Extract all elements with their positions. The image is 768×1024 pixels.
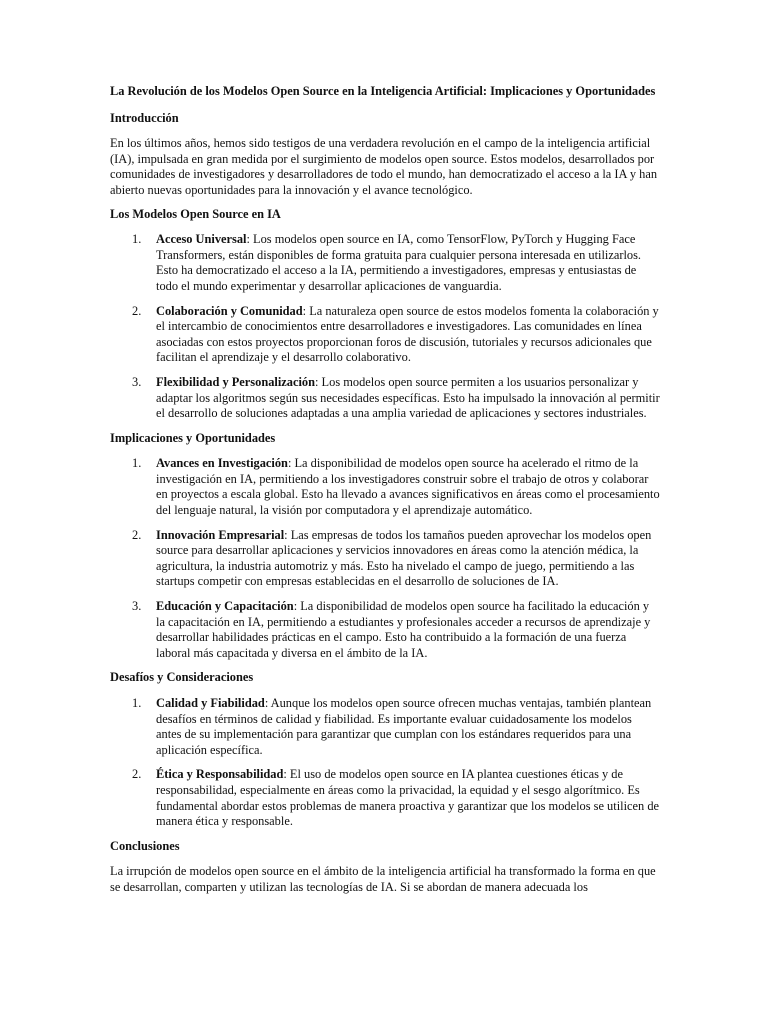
list-item-term: Acceso Universal — [156, 232, 247, 247]
list-item-text: : La disponibilidad de modelos open source ha facilitado la educación y la capacitación en IA, permitiendo a estudiantes y profesionales acceder a recursos de aprendizaje y desarrollar habilidades prácticas en el campo. Esto ha contribuido a la formación de una fuerza laboral más capacitada y diversa en el ámbito de la IA. — [156, 599, 651, 660]
list-number: 3. — [132, 374, 142, 389]
section-heading-conclusions: Conclusiones — [110, 838, 180, 853]
document-page — [110, 84, 660, 904]
list-item — [110, 767, 660, 829]
section-heading-introduction: Introducción — [110, 110, 179, 125]
document-title: La Revolución de los Modelos Open Source en la Inteligencia Artificial: Implicaciones y Oportunidades — [110, 84, 656, 98]
list-item-term: Ética y Responsabilidad — [156, 767, 284, 782]
list-item — [110, 375, 660, 422]
list-number: 3. — [132, 599, 142, 614]
list-item-term: Calidad y Fiabilidad — [156, 696, 265, 710]
list-number: 1. — [132, 696, 142, 710]
challenges-list — [110, 696, 660, 830]
list-item-text: : Las empresas de todos los tamaños pueden aprovechar los modelos open source para desarrollar aplicaciones y servicios innovadores en áreas como la atención médica, la agricultura, la industria automotriz y más. Esto ha nivelado el campo de juego, permitiendo a las startups competir con empresas establecidas en el desarrollo de soluciones de IA. — [156, 527, 652, 589]
list-item-text: : Los modelos open source en IA, como TensorFlow, PyTorch y Hugging Face Transformers, están disponibles de forma gratuita para cualquier persona interesada en utilizarlos. Esto ha democratizado el acceso a la IA, permitiendo a investigadores, empresas y entusiastas de todo el mundo experimentar y desarrollar aplicaciones de vanguardia. — [156, 232, 642, 293]
section-heading-models: Los Modelos Open Source en IA — [110, 206, 281, 221]
implications-list — [110, 456, 660, 661]
section-heading-implications: Implicaciones y Oportunidades — [110, 430, 276, 445]
conclusions-paragraph: La irrupción de modelos open source en el ámbito de la inteligencia artificial ha transformado la forma en que se desarrollan, comparten y utilizan las tecnologías de IA. Si se abordan de manera adecuada los — [110, 864, 656, 894]
list-item-term: Colaboración y Comunidad — [156, 303, 303, 318]
list-item-text: : El uso de modelos open source en IA plantea cuestiones éticas y de responsabilidad, especialmente en áreas como la privacidad, la equidad y el sesgo algorítmico. Es fundamental abordar estos problemas de manera proactiva y garantizar que los modelos se utilicen de manera ética y responsable. — [156, 767, 660, 829]
list-item — [110, 528, 660, 590]
list-item-term: Educación y Capacitación — [156, 599, 294, 614]
section-heading-challenges: Desafíos y Consideraciones — [110, 670, 254, 685]
intro-paragraph: En los últimos años, hemos sido testigos de una verdadera revolución en el campo de la inteligencia artificial (IA), impulsada en gran medida por el surgimiento de modelos open source. Estos modelos, desarrollados por comunidades de investigadores y desarrolladores de todo el mundo, han democratizado el acceso a la IA y han abierto nuevas oportunidades para la innovación y el avance tecnológico. — [110, 136, 658, 197]
list-item — [110, 599, 660, 661]
list-item-text: : Aunque los modelos open source ofrecen muchas ventajas, también plantean desafíos en términos de calidad y fiabilidad. Es importante evaluar cuidadosamente los modelos antes de su implementación para garantizar que cumplan con los estándares requeridos para una aplicación específica. — [156, 696, 652, 757]
list-item-text: : Los modelos open source permiten a los usuarios personalizar y adaptar los algoritmos según sus necesidades específicas. Esto ha impulsado la innovación al permitir el desarrollo de soluciones adaptadas a una amplia variedad de aplicaciones y sectores industriales. — [156, 374, 660, 421]
list-number: 1. — [132, 456, 142, 471]
list-item-text: : La disponibilidad de modelos open source ha acelerado el ritmo de la investigación en IA, permitiendo a los investigadores construir sobre el trabajo de otros y colaborar en proyectos a escala global. Esto ha llevado a avances significativos en áreas como el procesamiento del lenguaje natural, la visión por computadora y el aprendizaje automático. — [156, 456, 660, 518]
list-item-term: Flexibilidad y Personalización — [156, 374, 316, 389]
list-item — [110, 696, 660, 758]
list-number: 1. — [132, 232, 142, 247]
list-number: 2. — [132, 527, 142, 542]
list-item-text: : La naturaleza open source de estos modelos fomenta la colaboración y el intercambio de conocimientos entre desarrolladores e investigadores. Las comunidades en línea asociadas con estos proyectos proporcionan foros de discusión, tutoriales y recursos adicionales que facilitan el aprendizaje y el desarrollo colaborativo. — [156, 303, 659, 365]
list-number: 2. — [132, 767, 142, 782]
list-item — [110, 456, 660, 518]
models-list — [110, 232, 660, 422]
list-item-term: Innovación Empresarial — [156, 527, 285, 542]
list-item-term: Avances en Investigación — [156, 456, 288, 471]
list-item — [110, 304, 660, 366]
list-item — [110, 232, 660, 294]
list-number: 2. — [132, 303, 142, 318]
